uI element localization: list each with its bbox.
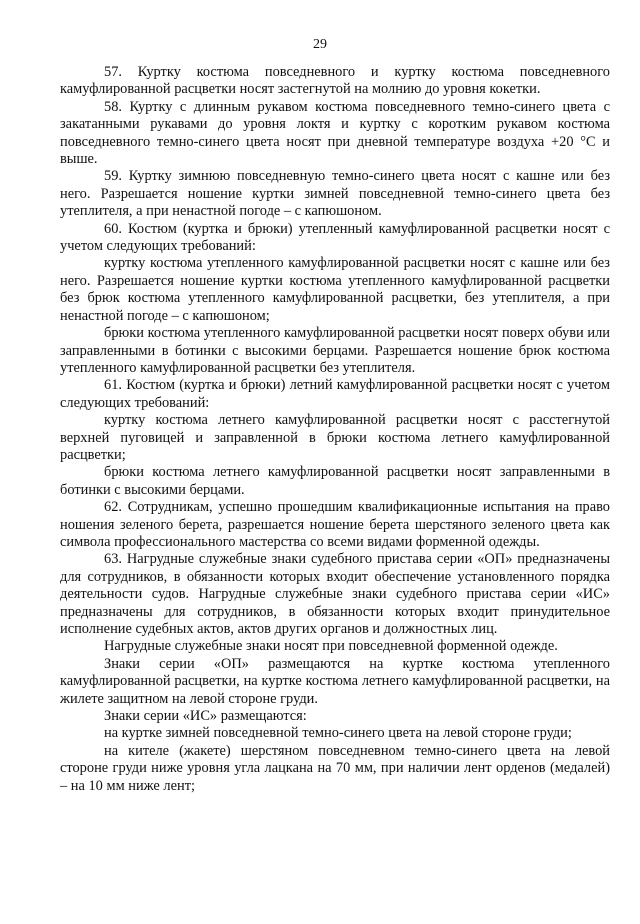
paragraph-61: 61. Костюм (куртка и брюки) летний камуфлированной расцветки носят с учетом следующих требований: [60, 377, 610, 411]
paragraph-61-trousers: брюки костюма летнего камуфлированной расцветки носят заправленными в ботинки с высокими берцами. [60, 464, 610, 498]
paragraph-63-op-placement: Знаки серии «ОП» размещаются на куртке костюма утепленного камуфлированной расцветки, на куртке костюма летнего камуфлированной расцветки, на жилете защитном на левой стороне груди. [60, 655, 610, 707]
paragraph-60-jacket: куртку костюма утепленного камуфлированной расцветки носят с кашне или без него. Разрешается ношение куртки костюма утепленного камуфлированной расцветки без брюк костюма утепленного камуфлированной расцветки, без утеплителя, а при ненастной погоде – с капюшоном; [60, 255, 610, 324]
paragraph-60: 60. Костюм (куртка и брюки) утепленный камуфлированной расцветки носят с учетом следующих требований: [60, 220, 610, 255]
document-body [60, 64, 610, 795]
paragraph-63: 63. Нагрудные служебные знаки судебного пристава серии «ОП» предназначены для сотрудников, в обязанности которых входит обеспечение установленного порядка деятельности судов. Нагрудные служебные знаки судебного пристава серии «ИС» предназначены для сотрудников, в обязанности которых входит принудительное исполнение судебных актов, актов других органов и должностных лиц. [60, 551, 610, 637]
paragraph-63-is-winter-jacket: на куртке зимней повседневной темно-синего цвета на левой стороне груди; [104, 725, 572, 742]
paragraph-63-wear: Нагрудные служебные знаки носят при повседневной форменной одежде. [104, 638, 558, 655]
paragraph-57: 57. Куртку костюма повседневного и куртку костюма повседневного камуфлированной расцветки носят застегнутой на молнию до уровня кокетки. [60, 64, 610, 98]
page-number: 29 [313, 37, 327, 52]
paragraph-63-is-tunic: на кителе (жакете) шерстяном повседневном темно-синего цвета на левой стороне груди ниже уровня угла лацкана на 70 мм, при наличии лент орденов (медалей) – на 10 мм ниже лент; [60, 742, 610, 794]
paragraph-63-is-placement: Знаки серии «ИС» размещаются: [104, 708, 307, 725]
paragraph-60-trousers: брюки костюма утепленного камуфлированной расцветки носят поверх обуви или заправленными в ботинки с высокими берцами. Разрешается ношение брюк костюма утепленного камуфлированной расцветки без утеплителя. [60, 325, 610, 376]
paragraph-58: 58. Куртку с длинным рукавом костюма повседневного темно-синего цвета с закатанными рукавами до уровня локтя и куртку с коротким рукавом костюма повседневного темно-синего цвета носят при дневной температуре воздуха +20 °С и выше. [60, 98, 610, 168]
paragraph-61-jacket: куртку костюма летнего камуфлированной расцветки носят с расстегнутой верхней пуговицей и заправленной в брюки костюма летнего камуфлированной расцветки; [60, 412, 610, 463]
paragraph-62: 62. Сотрудникам, успешно прошедшим квалификационные испытания на право ношения зеленого берета, разрешается ношение берета шерстяного зеленого цвета как символа профессионального мастерства со всеми видами форменной одежды. [60, 499, 610, 550]
paragraph-59: 59. Куртку зимнюю повседневную темно-синего цвета носят с кашне или без него. Разрешается ношение куртки зимней повседневной темно-синего цвета без утеплителя, а при ненастной погоде – с капюшоном. [60, 168, 610, 220]
